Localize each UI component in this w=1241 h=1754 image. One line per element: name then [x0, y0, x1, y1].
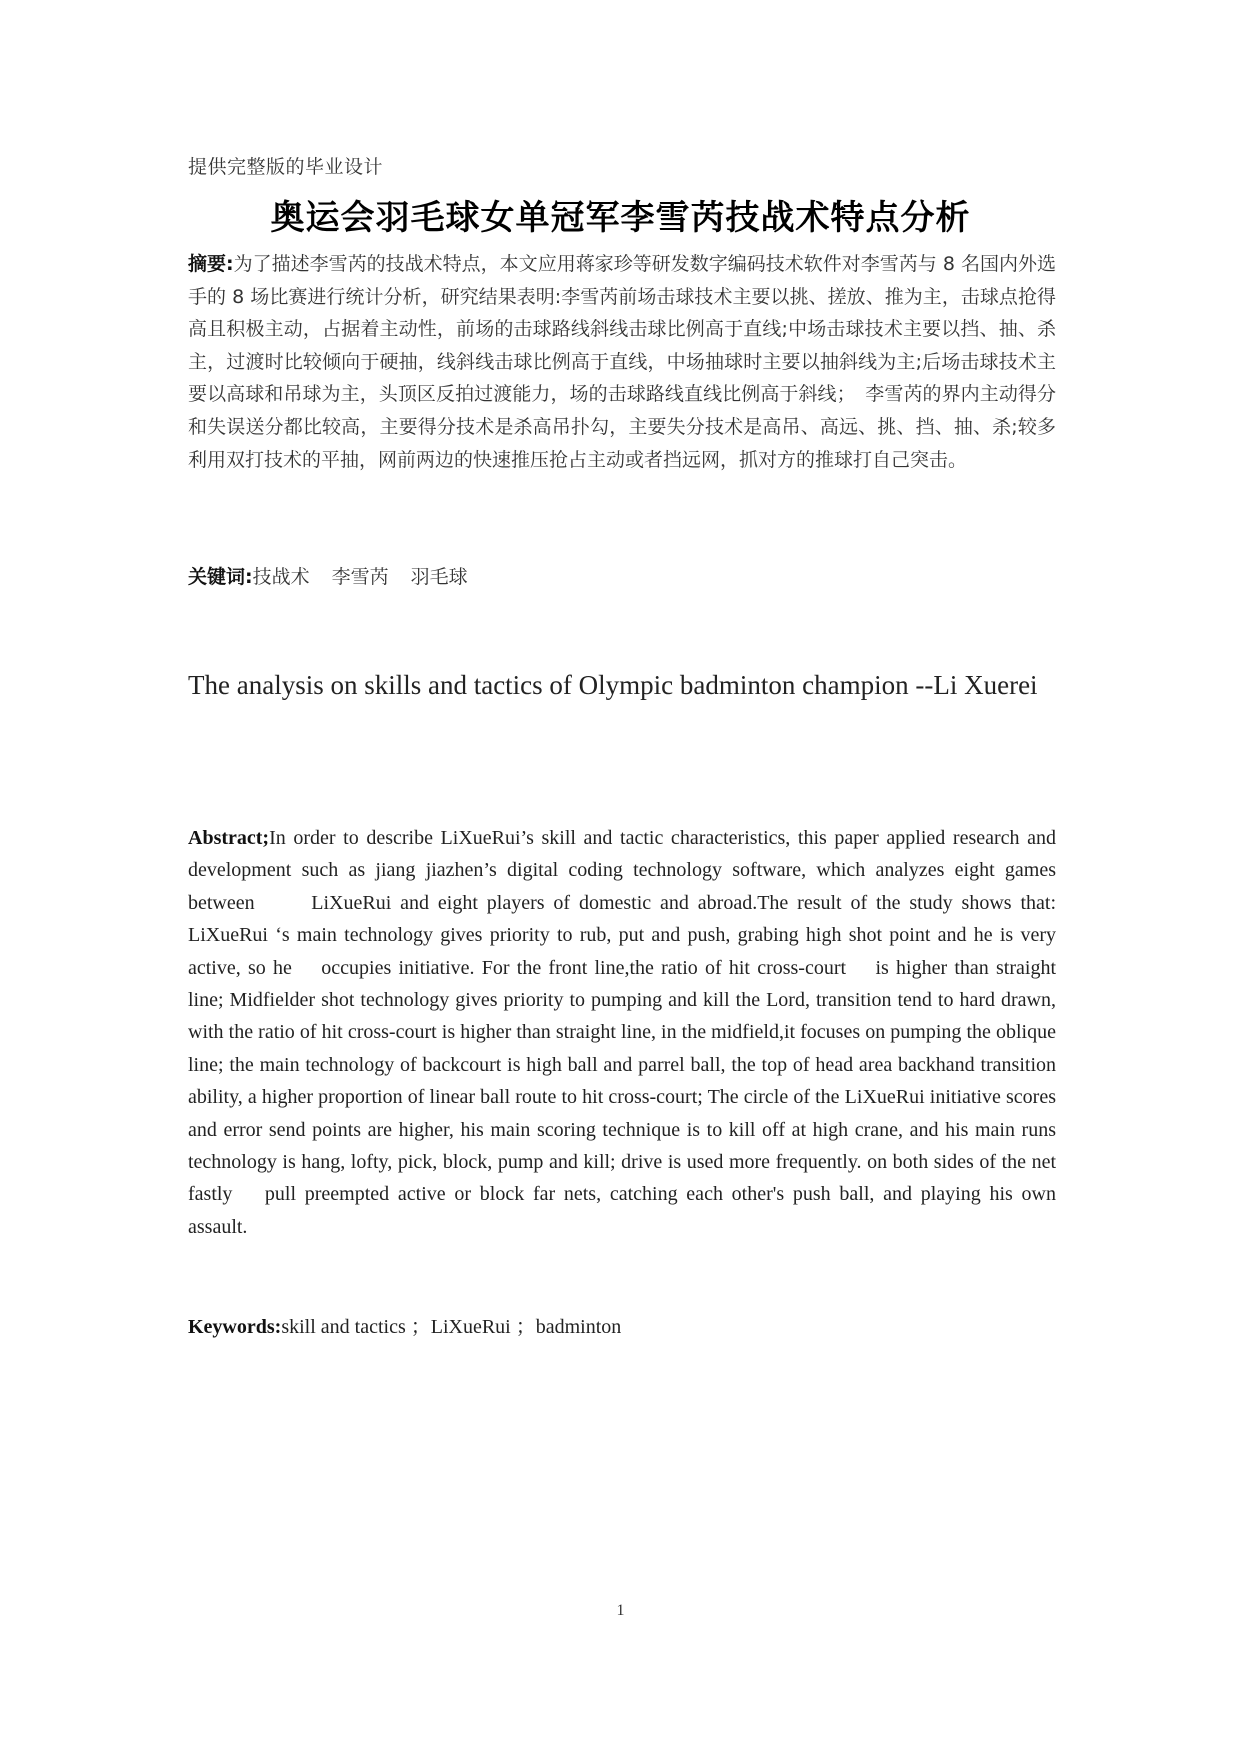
- chinese-abstract-text: 为了描述李雪芮的技战术特点，本文应用蒋家珍等研发数字编码技术软件对李雪芮与 8 名国内外选手的 8 场比赛进行统计分析，研究结果表明:李雪芮前场击球技术主要以挑、搓放、推为主，击球点抢得高且积极主动，占据着主动性，前场的击球路线斜线击球比例高于直线;中场击球技术主要以挡、抽、杀主，过渡时比较倾向于硬抽，线斜线击球比例高于直线，中场抽球时主要以抽斜线为主;后场击球技术主要以高球和吊球为主，头顶区反拍过渡能力，场的击球路线直线比例高于斜线； 李雪芮的界内主动得分和失误送分都比较高，主要得分技术是杀高吊扑勾，主要失分技术是高吊、高远、挑、挡、抽、杀;较多利用双打技术的平抽，网前两边的快速推压抢占主动或者挡远网，抓对方的推球打自己突击。: [188, 253, 1056, 471]
- chinese-keywords-label: 关键词:: [188, 566, 253, 588]
- page-number: 1: [616, 1602, 625, 1619]
- chinese-keyword: 技战术: [252, 566, 310, 588]
- chinese-keyword: 李雪芮: [331, 566, 389, 588]
- chinese-abstract-label: 摘要:: [188, 253, 234, 275]
- english-keywords-text: skill and tactics ；LiXueRui ；badminton: [281, 1316, 622, 1338]
- english-abstract: [188, 822, 1056, 1243]
- english-abstract-text: In order to describe LiXueRui’s skill and tactic characteristics, this paper applied research and development such as jiang jiazhen’s digital coding technology software, which analyzes eight games between LiXueRui and eight players of domestic and abroad.The result of the study shows that: LiXueRui ‘s main technology gives priority to rub, put and push, grabing high shot point and he is very active, so he occupies initiative. For the front line,the ratio of hit cross-court is higher than straight line; Midfielder shot technology gives priority to pumping and kill the Lord, transition tend to hard drawn, with the ratio of hit cross-court is higher than straight line, in the midfield,it focuses on pumping the oblique line; the main technology of backcourt is high ball and parrel ball, the top of head area backhand transition ability, a higher proportion of linear ball route to hit cross-court; The circle of the LiXueRui initiative scores and error send points are higher, his main scoring technique is to kill off at high crane, and his main runs technology is hang, lofty, pick, block, pump and kill; drive is used more frequently. on both sides of the net fastly pull preempted active or block far nets, catching each other's push ball, and playing his own assault.: [188, 827, 1056, 1238]
- english-keywords: [188, 1310, 621, 1339]
- english-keywords-label: Keywords:: [188, 1316, 282, 1338]
- page-title: 奥运会羽毛球女单冠军李雪芮技战术特点分析: [270, 198, 971, 238]
- chinese-keywords: [188, 562, 490, 589]
- chinese-keyword: 羽毛球: [410, 566, 468, 588]
- english-abstract-label: Abstract;: [188, 827, 270, 849]
- english-title: The analysis on skills and tactics of Olympic badminton champion --Li Xuerei: [188, 670, 1038, 700]
- chinese-abstract: [188, 248, 1056, 476]
- header-note: 提供完整版的毕业设计: [188, 156, 384, 178]
